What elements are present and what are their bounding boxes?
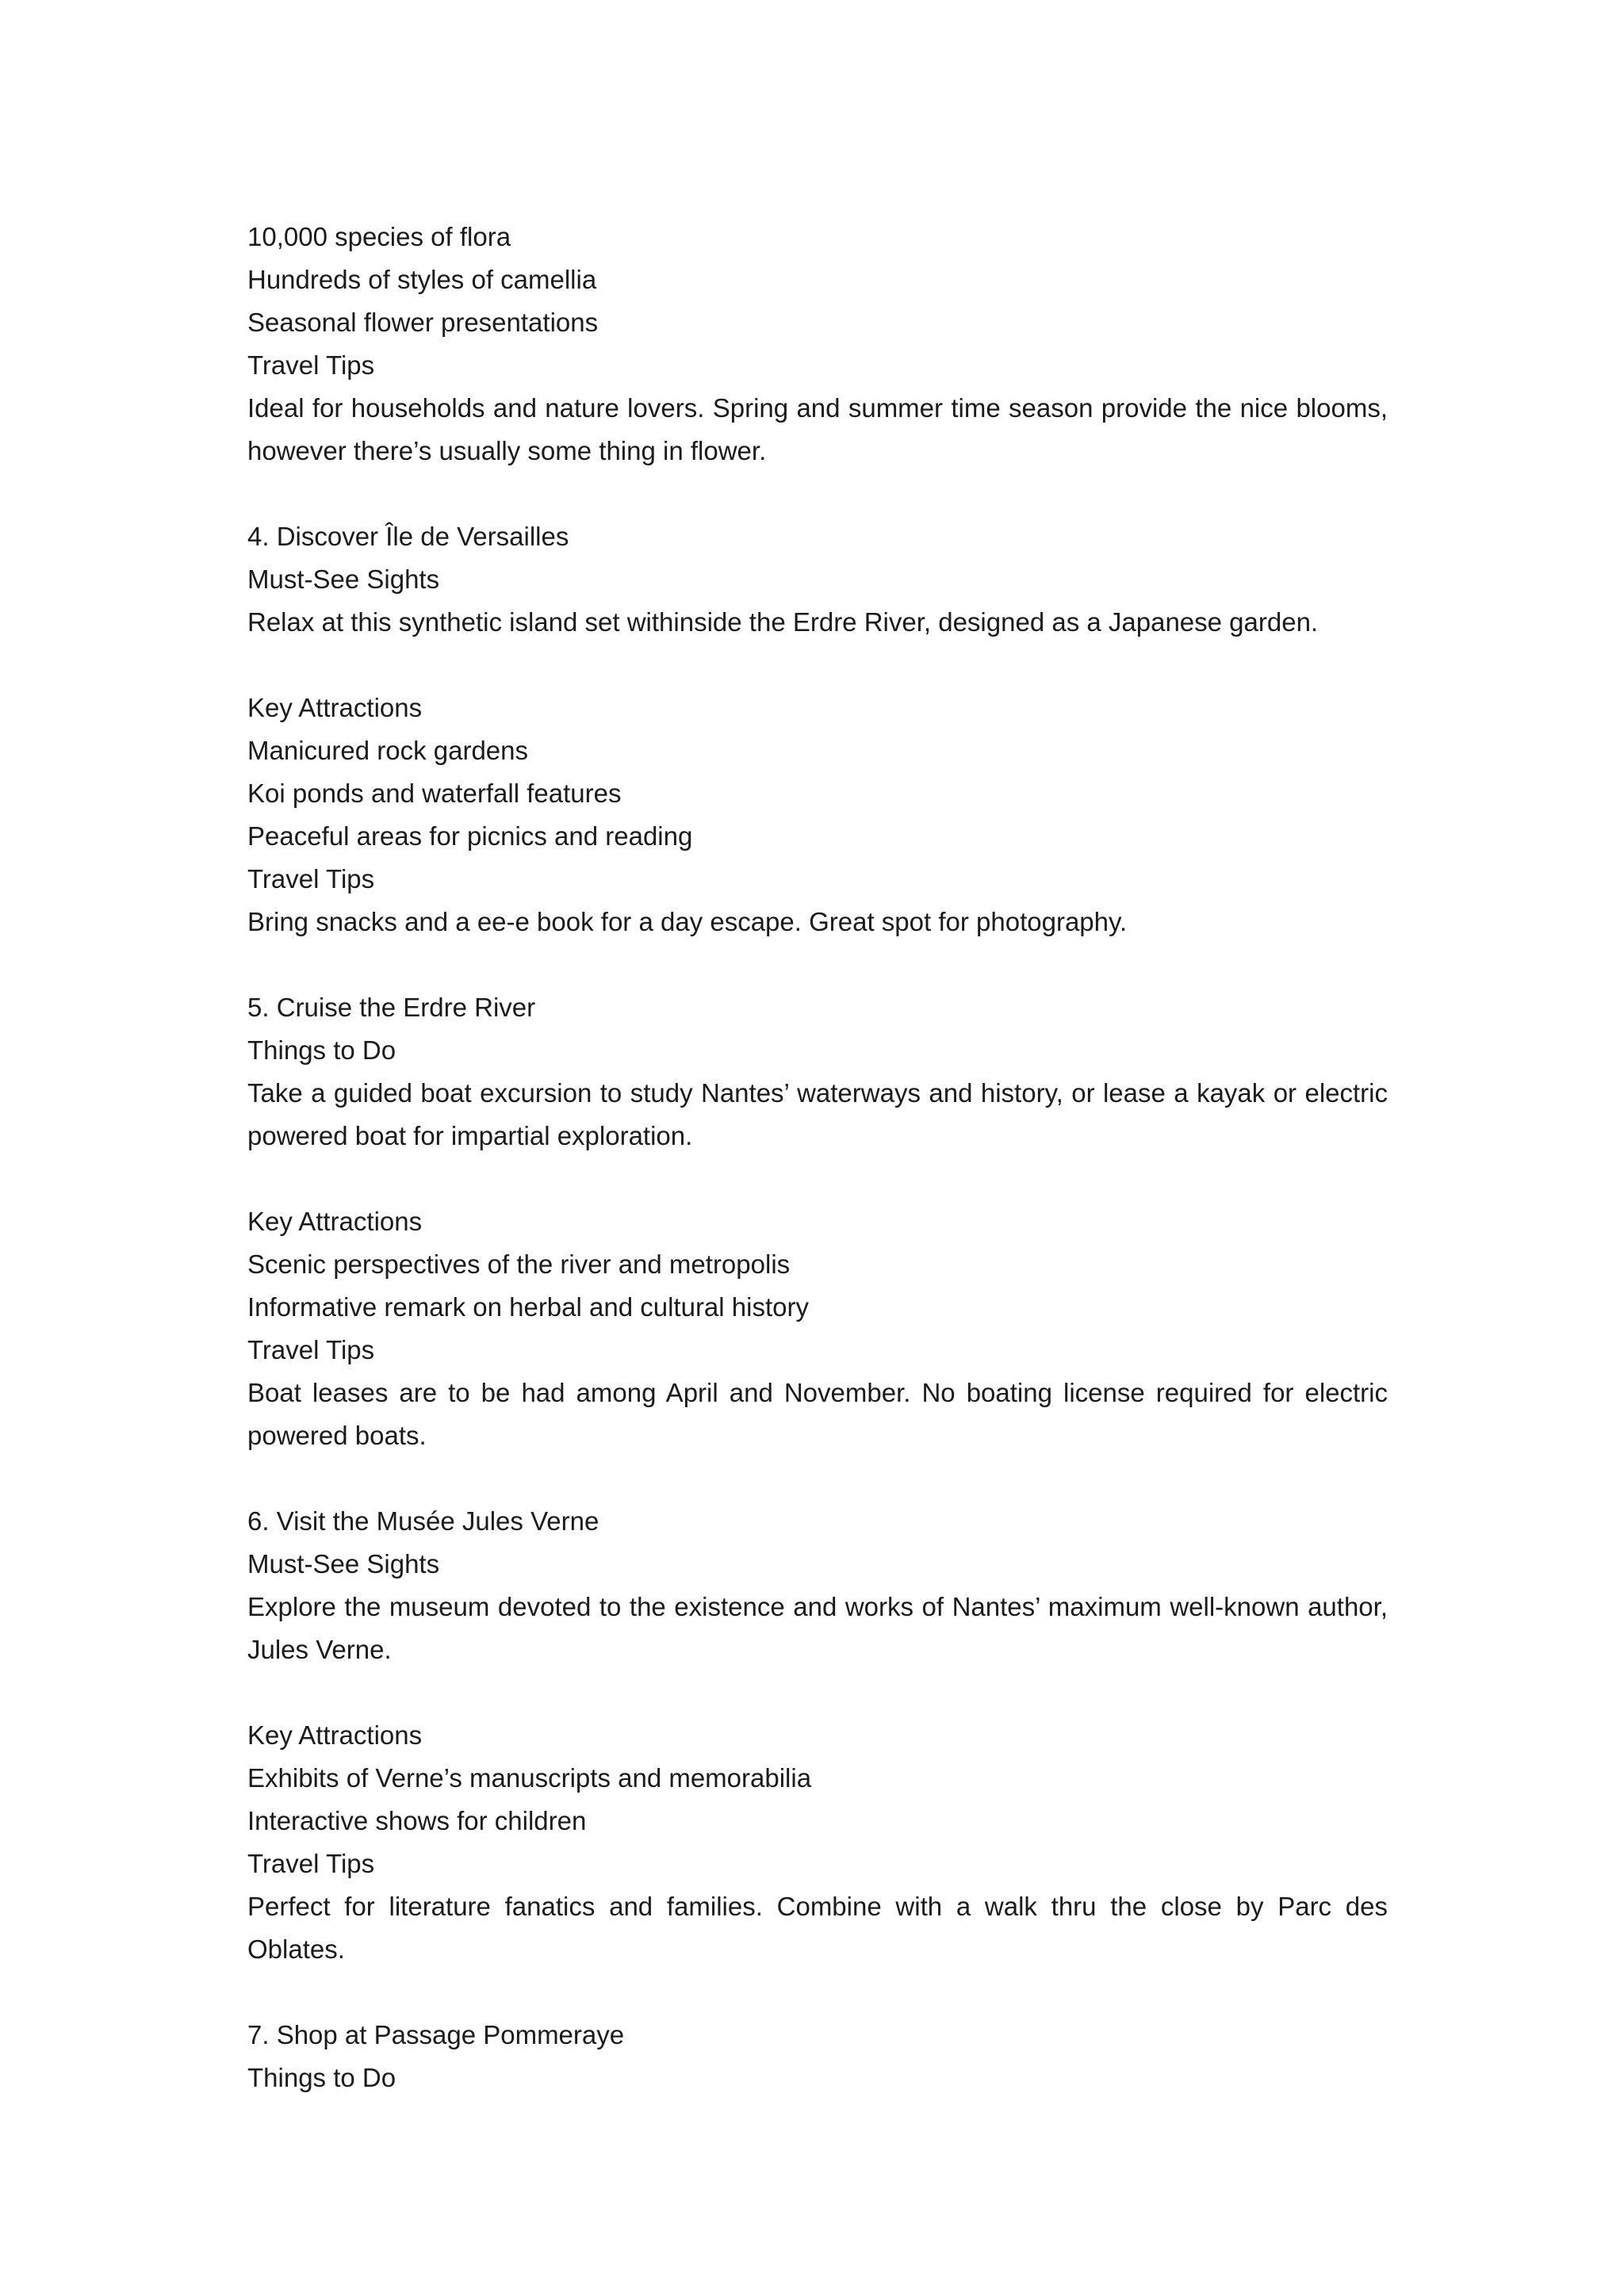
document-body <box>247 216 1388 2099</box>
section-label: Travel Tips <box>247 1849 375 1878</box>
paragraph: Ideal for households and nature lovers. Spring and summer time season provide the nice blooms, however there’s usually some thing in flower. <box>247 393 1388 465</box>
section-label: Things to Do <box>247 2063 396 2092</box>
section-heading: 5. Cruise the Erdre River <box>247 993 536 1022</box>
blank-line <box>247 644 1388 687</box>
list-item: Hundreds of styles of camellia <box>247 265 597 294</box>
section-heading: 7. Shop at Passage Pommeraye <box>247 2020 625 2049</box>
list-item: Seasonal flower presentations <box>247 308 599 337</box>
section-label: Key Attractions <box>247 693 423 722</box>
section-heading: 4. Discover Île de Versailles <box>247 522 569 551</box>
section-label: Key Attractions <box>247 1720 423 1750</box>
list-item: Informative remark on herbal and cultural history <box>247 1292 809 1322</box>
blank-line <box>247 1971 1388 2014</box>
paragraph: Boat leases are to be had among April and November. No boating license required for electric powered boats. <box>247 1378 1388 1450</box>
list-item: Exhibits of Verne’s manuscripts and memorabilia <box>247 1763 812 1793</box>
section-heading: 6. Visit the Musée Jules Verne <box>247 1506 599 1536</box>
paragraph: Perfect for literature fanatics and families. Combine with a walk thru the close by Parc des Oblates. <box>247 1892 1388 1964</box>
list-item: 10,000 species of flora <box>247 222 511 251</box>
section-label: Travel Tips <box>247 350 375 380</box>
blank-line <box>247 943 1388 986</box>
paragraph: Relax at this synthetic island set withinside the Erdre River, designed as a Japanese garden. <box>247 607 1319 637</box>
list-item: Peaceful areas for picnics and reading <box>247 821 693 851</box>
section-label: Must-See Sights <box>247 564 440 594</box>
section-label: Things to Do <box>247 1035 396 1065</box>
section-label: Travel Tips <box>247 864 375 894</box>
section-label: Must-See Sights <box>247 1549 440 1578</box>
paragraph: Explore the museum devoted to the existence and works of Nantes’ maximum well-known author, Jules Verne. <box>247 1592 1388 1664</box>
blank-line <box>247 1671 1388 1714</box>
list-item: Manicured rock gardens <box>247 736 529 765</box>
section-label: Travel Tips <box>247 1335 375 1364</box>
blank-line <box>247 1457 1388 1500</box>
paragraph: Take a guided boat excursion to study Nantes’ waterways and history, or lease a kayak or electric powered boat for impartial exploration. <box>247 1078 1388 1150</box>
section-label: Key Attractions <box>247 1207 423 1236</box>
list-item: Koi ponds and waterfall features <box>247 779 622 808</box>
blank-line <box>247 473 1388 515</box>
blank-line <box>247 1158 1388 1200</box>
list-item: Scenic perspectives of the river and metropolis <box>247 1249 791 1279</box>
list-item: Interactive shows for children <box>247 1806 587 1835</box>
paragraph: Bring snacks and a ee-e book for a day escape. Great spot for photography. <box>247 907 1128 936</box>
